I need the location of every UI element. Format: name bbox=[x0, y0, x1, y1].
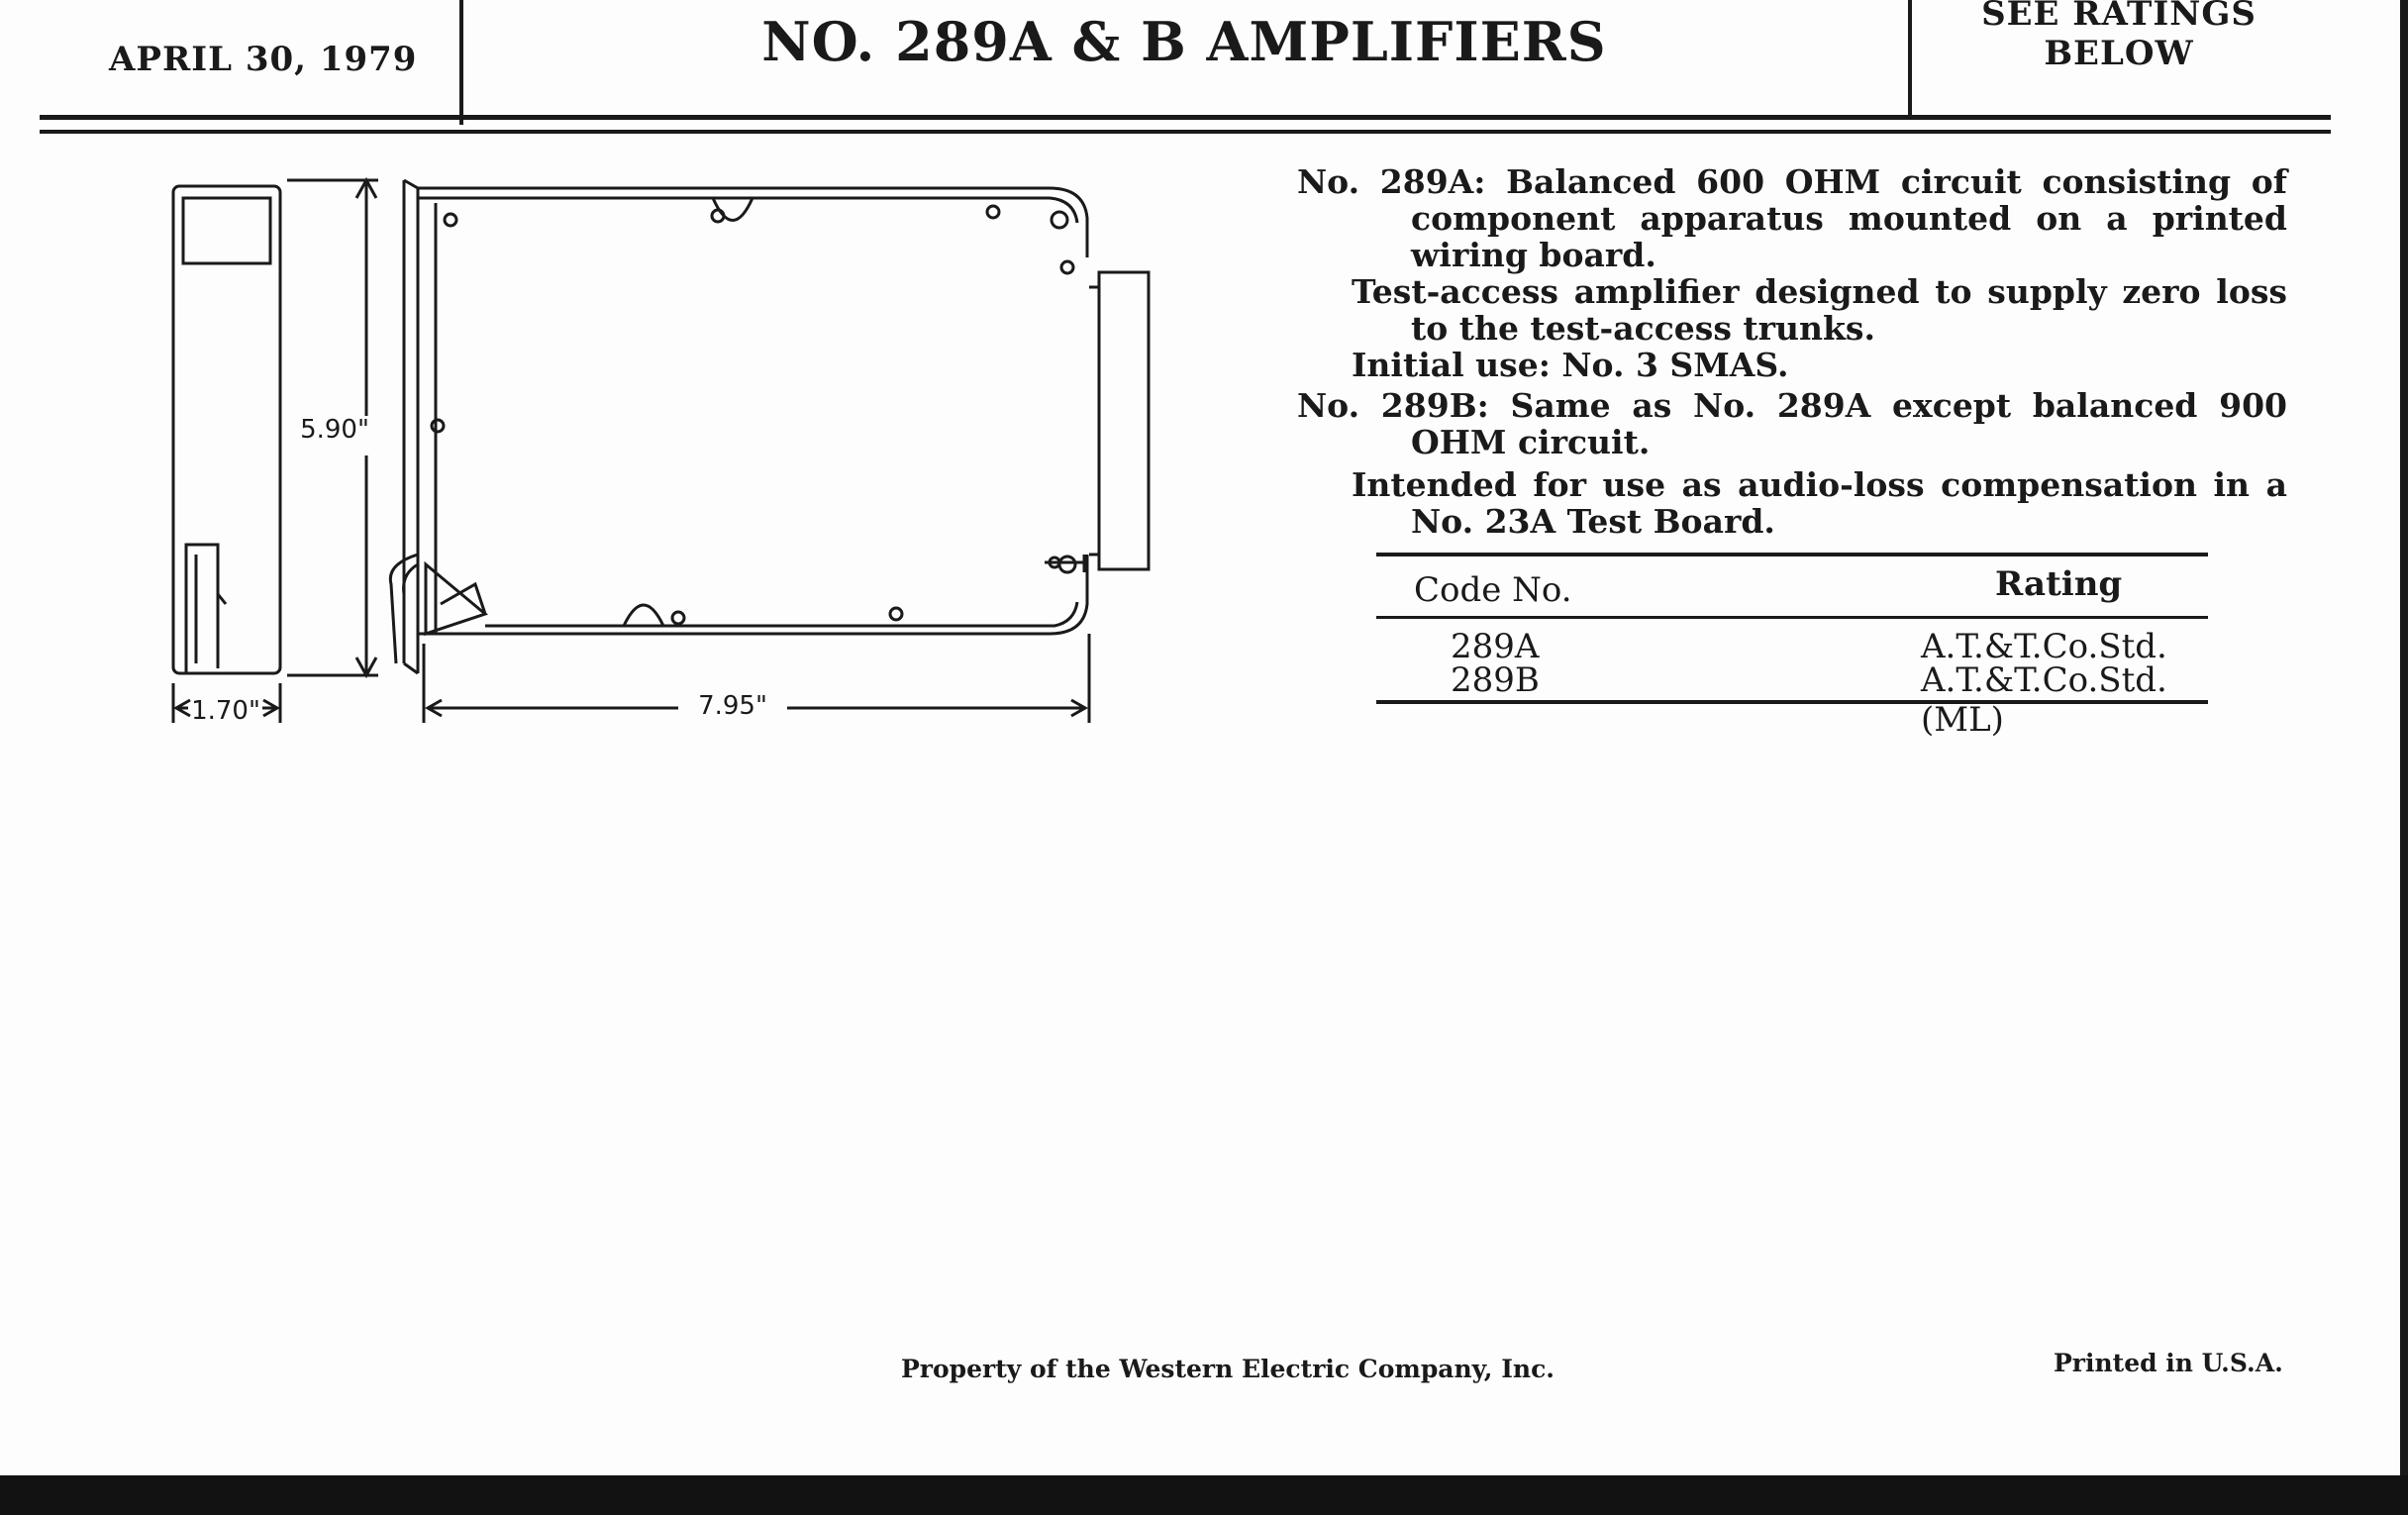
ratings-note-line1: SEE RATINGS bbox=[1981, 0, 2257, 34]
ratings-note-line2: BELOW bbox=[2044, 34, 2194, 73]
footer-printed: Printed in U.S.A. bbox=[2054, 1349, 2283, 1377]
front-view-latch bbox=[186, 545, 226, 673]
column-header-code: Code No. bbox=[1414, 570, 1572, 610]
paragraph-initial-use: Initial use: No. 3 SMAS. bbox=[1352, 346, 1789, 384]
description bbox=[1297, 163, 2287, 540]
header-rule bbox=[40, 115, 2331, 120]
ratings-table bbox=[1376, 553, 2208, 740]
length-dimension-label: 7.95" bbox=[698, 691, 767, 721]
rating-cell: A.T.&T.Co.Std.(ML) bbox=[1921, 660, 2167, 740]
table-row bbox=[1376, 627, 2208, 666]
amplifier-drawing bbox=[158, 168, 1168, 743]
header-rule-thin bbox=[40, 130, 2331, 134]
table-row bbox=[1376, 660, 2208, 740]
paragraph-test-access: Test-access amplifier designed to supply zero loss to the test-access trunks. bbox=[1352, 272, 2287, 348]
code-cell: 289B bbox=[1451, 660, 1540, 700]
front-view-window bbox=[183, 198, 270, 263]
paragraph-289b bbox=[1297, 387, 2287, 460]
page-title: NO. 289A & B AMPLIFIERS bbox=[761, 10, 1607, 73]
footer-property: Property of the Western Electric Company, Inc. bbox=[901, 1355, 1555, 1383]
rating-cell: A.T.&T.Co.Std. bbox=[1921, 627, 2167, 666]
label-289a: No. 289A: bbox=[1297, 162, 1486, 201]
table-body bbox=[1376, 619, 2208, 740]
edge-connector bbox=[1099, 272, 1149, 569]
scan-edge-right bbox=[2400, 0, 2408, 1475]
table-header bbox=[1376, 556, 2208, 616]
header-date: APRIL 30, 1979 bbox=[109, 40, 418, 79]
side-view-frame bbox=[404, 180, 418, 673]
height-dimension-label: 5.90" bbox=[300, 415, 369, 445]
code-cell: 289A bbox=[1451, 627, 1540, 666]
paragraph-289a bbox=[1297, 163, 2287, 273]
width-dimension-label: 1.70" bbox=[191, 696, 260, 726]
paragraph-intended-use: Intended for use as audio-loss compensation in a No. 23A Test Board. bbox=[1352, 465, 2287, 541]
scan-edge-bottom bbox=[0, 1475, 2408, 1515]
label-289b: No. 289B: bbox=[1297, 386, 1489, 425]
column-header-rating: Rating bbox=[1995, 564, 2123, 604]
header-ratings-note bbox=[1911, 0, 2327, 73]
front-view-outline bbox=[173, 186, 280, 673]
text-289a: Balanced 600 OHM circuit consisting of component apparatus mounted on a printed wiring board. bbox=[1411, 162, 2287, 274]
text-289b: Same as No. 289A except balanced 900 OHM circuit. bbox=[1411, 386, 2287, 461]
